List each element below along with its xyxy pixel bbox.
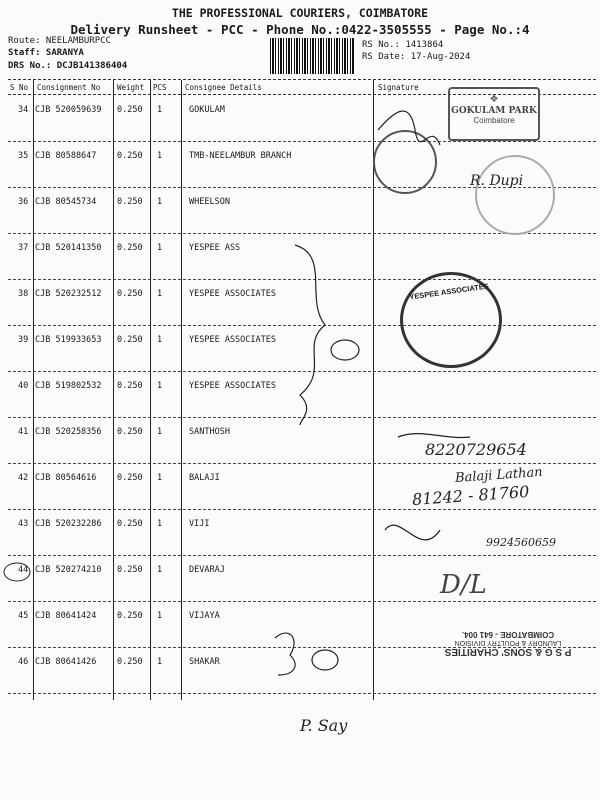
stamp-text: LAUNDRY & POULTRY DIVISION — [454, 639, 562, 646]
cell-cno: CJB 520059639 — [35, 105, 102, 115]
col-weight: Weight — [117, 83, 145, 92]
cell-consignee: WHEELSON — [189, 197, 230, 207]
cell-sno: 38 — [18, 289, 29, 299]
col-sno: S No — [10, 83, 29, 92]
col-consignee: Consignee Details — [185, 83, 262, 92]
cell-pcs: 1 — [157, 565, 163, 575]
cell-consignee: YESPEE ASSOCIATES — [189, 381, 276, 391]
cell-sno: 46 — [18, 657, 29, 667]
faint-seal — [475, 155, 555, 235]
handwritten-signature: R. Dupi — [470, 173, 524, 189]
stamp-text: YESPEE ASSOCIATES — [408, 281, 490, 302]
handwritten-phone: 9924560659 — [486, 536, 556, 549]
cell-cno: CJB 80564616 — [35, 473, 97, 483]
cell-consignee: SANTHOSH — [189, 427, 230, 437]
cell-pcs: 1 — [157, 151, 163, 161]
cell-weight: 0.250 — [117, 565, 143, 575]
rs-date: RS Date: 17-Aug-2024 — [362, 52, 471, 62]
handwritten-dl: D/L — [440, 570, 487, 600]
cell-weight: 0.250 — [117, 611, 143, 621]
handwritten-phone: 81242 - 81760 — [411, 481, 530, 510]
cell-pcs: 1 — [157, 105, 163, 115]
cell-consignee: VIJI — [189, 519, 210, 529]
cell-weight: 0.250 — [117, 197, 143, 207]
cell-consignee: VIJAYA — [189, 611, 220, 621]
psg-stamp — [418, 630, 598, 657]
handwritten-name: Balaji Lathan — [454, 464, 544, 487]
cell-pcs: 1 — [157, 657, 163, 667]
col-consignment: Consignment No — [37, 83, 101, 92]
cell-sno: 34 — [18, 105, 29, 115]
cell-cno: CJB 520232286 — [35, 519, 102, 529]
runsheet-title: Delivery Runsheet - PCC - Phone No.:0422-3505555 - Page No.:4 — [70, 22, 530, 37]
cell-cno: CJB 80641424 — [35, 611, 97, 621]
bank-seal — [373, 130, 437, 194]
cell-cno: CJB 80545734 — [35, 197, 97, 207]
cell-sno: 41 — [18, 427, 29, 437]
table-row — [8, 279, 596, 326]
cell-cno: CJB 80641426 — [35, 657, 97, 667]
cell-consignee: YESPEE ASSOCIATES — [189, 335, 276, 345]
cell-pcs: 1 — [157, 427, 163, 437]
cell-consignee: DEVARAJ — [189, 565, 225, 575]
cell-cno: CJB 519802532 — [35, 381, 102, 391]
cell-pcs: 1 — [157, 243, 163, 253]
rs-number: RS No.: 1413864 — [362, 40, 444, 50]
company-title: THE PROFESSIONAL COURIERS, COIMBATORE — [171, 6, 429, 20]
drs-number: DRS No.: DCJB141386404 — [8, 61, 128, 71]
cell-weight: 0.250 — [117, 105, 143, 115]
route-label: Route: NEELAMBURPCC — [8, 36, 111, 46]
cell-consignee: SHAKAR — [189, 657, 220, 667]
cell-sno: 36 — [18, 197, 29, 207]
cell-cno: CJB 520274210 — [35, 565, 102, 575]
cell-cno: CJB 520141350 — [35, 243, 102, 253]
cell-weight: 0.250 — [117, 151, 143, 161]
cell-weight: 0.250 — [117, 657, 143, 667]
cell-cno: CJB 520232512 — [35, 289, 102, 299]
gokulam-park-stamp: ❖ GOKULAM PARK Coimbatore — [448, 87, 540, 141]
handwritten-phone: 8220729654 — [425, 440, 527, 459]
table-row — [8, 371, 596, 418]
cell-consignee: YESPEE ASS — [189, 243, 241, 253]
stamp-text: P S G & SONS' CHARITIES — [444, 646, 572, 657]
cell-weight: 0.250 — [117, 381, 143, 391]
cell-cno: CJB 520258356 — [35, 427, 102, 437]
stamp-text: COIMBATORE - 641 004. — [461, 630, 555, 639]
cell-sno: 40 — [18, 381, 29, 391]
yespee-stamp — [400, 272, 502, 368]
table-row — [8, 325, 596, 372]
cell-weight: 0.250 — [117, 473, 143, 483]
col-signature: Signature — [378, 83, 419, 92]
header-top-line — [8, 79, 596, 80]
cell-consignee: BALAJI — [189, 473, 220, 483]
cell-cno: CJB 80588647 — [35, 151, 97, 161]
stamp-text: GOKULAM PARK — [451, 106, 537, 116]
barcode — [270, 38, 355, 74]
cell-sno: 45 — [18, 611, 29, 621]
cell-weight: 0.250 — [117, 519, 143, 529]
cell-cno: CJB 519933653 — [35, 335, 102, 345]
cell-weight: 0.250 — [117, 427, 143, 437]
cell-sno: 42 — [18, 473, 29, 483]
cell-consignee: TMB-NEELAMBUR BRANCH — [189, 151, 292, 161]
cell-weight: 0.250 — [117, 289, 143, 299]
cell-pcs: 1 — [157, 381, 163, 391]
cell-sno: 37 — [18, 243, 29, 253]
cell-pcs: 1 — [157, 473, 163, 483]
staff-label: Staff: SARANYA — [8, 48, 84, 58]
handwritten-initials: P. Say — [300, 716, 348, 735]
cell-sno: 44 — [18, 565, 29, 575]
col-pcs: PCS — [153, 83, 167, 92]
cell-consignee: GOKULAM — [189, 105, 225, 115]
cell-sno: 35 — [18, 151, 29, 161]
cell-weight: 0.250 — [117, 335, 143, 345]
cell-pcs: 1 — [157, 335, 163, 345]
cell-pcs: 1 — [157, 197, 163, 207]
cell-pcs: 1 — [157, 611, 163, 621]
cell-pcs: 1 — [157, 289, 163, 299]
cell-sno: 39 — [18, 335, 29, 345]
table-row — [8, 555, 596, 602]
cell-weight: 0.250 — [117, 243, 143, 253]
cell-consignee: YESPEE ASSOCIATES — [189, 289, 276, 299]
cell-pcs: 1 — [157, 519, 163, 529]
cell-sno: 43 — [18, 519, 29, 529]
table-row — [8, 233, 596, 280]
stamp-text: Coimbatore — [473, 116, 515, 125]
